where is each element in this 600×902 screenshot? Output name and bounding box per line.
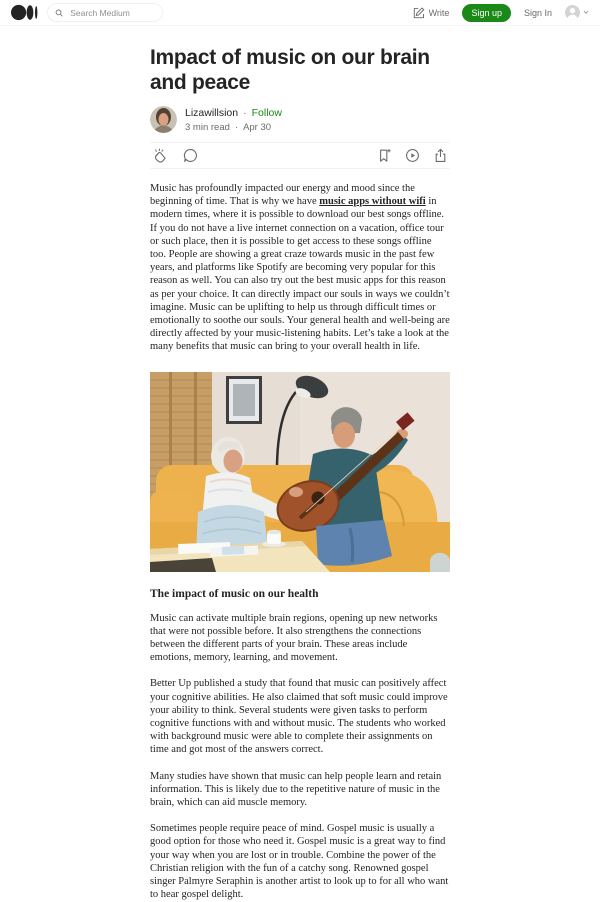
comment-button[interactable] [183, 148, 198, 163]
article-title: Impact of music on our brain and peace [150, 46, 430, 94]
clap-button[interactable] [152, 148, 167, 163]
body-paragraph: Sometimes people require peace of mind. Gospel music is usually a good option for those who need it. Gospel music is a great way to find your way when you are lost or in trouble. Combine the power of the Christian religion with the fun of a catchy song. Renowned gospel singer Palmyre Seraphin is another artist to look up to for all who want to hear gospel delight. [150, 823, 449, 901]
save-button[interactable] [377, 148, 392, 163]
couple-guitar-illustration [150, 372, 450, 572]
write-button[interactable] [413, 7, 450, 19]
play-circle-icon [405, 148, 420, 163]
intro-text-before: Music has profoundly impacted our energy and mood since the beginning of time. That is why we have [150, 183, 415, 208]
profile-menu[interactable] [565, 5, 589, 20]
author-avatar[interactable] [150, 106, 177, 133]
hero-image [150, 372, 450, 572]
signin-label: Sign In [523, 7, 552, 18]
write-label: Write [428, 7, 450, 18]
intro-paragraph [150, 182, 450, 354]
bookmark-plus-icon [377, 148, 392, 163]
avatar [565, 5, 580, 20]
body-paragraph: Better Up published a study that found that music can positively affect your cognitive abilities. He also claimed that soft music could improve your ability to think. Several students were given tasks to perform cognitive functions with and without music. The students who worked with background music were able to complete their assignments on time and got most of the answers correct. [150, 678, 448, 756]
search-input[interactable] [68, 7, 155, 19]
signup-button[interactable]: Sign up [462, 4, 511, 22]
separator-dot: · [243, 106, 247, 119]
byline [150, 106, 450, 133]
publish-date: Apr 30 [243, 121, 272, 133]
author-photo [150, 106, 177, 133]
body-paragraph: Many studies have shown that music can help people learn and retain information. This is likely due to the repetitive nature of music in the brain, which can aid muscle memory. [150, 770, 442, 809]
signin-button[interactable] [524, 8, 552, 18]
author-name[interactable]: Lizawillsion [185, 106, 239, 119]
comment-icon [183, 148, 198, 163]
article-body [150, 182, 450, 902]
intro-text-after: in modern times, where it is possible to download our best songs offline. If you do not have a live internet connection on a vacation, office tour or such place, then it is possible to get access to these songs offline too. People are showing a great craze towards music in the past few years, and platforms like Spotify are becoming very popular for this reason as well. You can also try out the best music apps for this reason as per your choice. It can directly impact our souls in ways we couldn’t imagine. Music can be uplifting to help us through difficult times or emotionally to soothe our souls. Your general health and well-being are directly affected by your music-listening habits. Let’s take a look at the many benefits that music can bring to your overall health in life. [150, 196, 450, 353]
medium-logo[interactable] [11, 4, 38, 21]
article-column [150, 45, 450, 902]
chevron-down-icon [583, 10, 589, 15]
share-button[interactable] [433, 148, 448, 163]
separator-dot: · [234, 121, 239, 133]
search-icon [55, 8, 63, 18]
top-navbar [0, 0, 600, 26]
read-time: 3 min read [185, 121, 230, 133]
search-bar[interactable] [47, 3, 163, 22]
medium-logo-icon [11, 4, 38, 21]
write-icon [413, 7, 425, 19]
music-apps-link[interactable]: music apps without wifi [319, 196, 426, 208]
section-heading: The impact of music on our health [150, 587, 319, 600]
follow-button[interactable]: Follow [251, 106, 282, 119]
listen-button[interactable] [405, 148, 420, 163]
clap-icon [152, 148, 167, 163]
action-bar [150, 142, 450, 169]
person-icon [565, 5, 580, 20]
share-icon [433, 148, 448, 163]
body-paragraph: Music can activate multiple brain regions, opening up new networks that were not possible before. It also strengthens the connections between the different parts of your brain. These areas include emotions, memory, learning, and movement. [150, 612, 438, 664]
